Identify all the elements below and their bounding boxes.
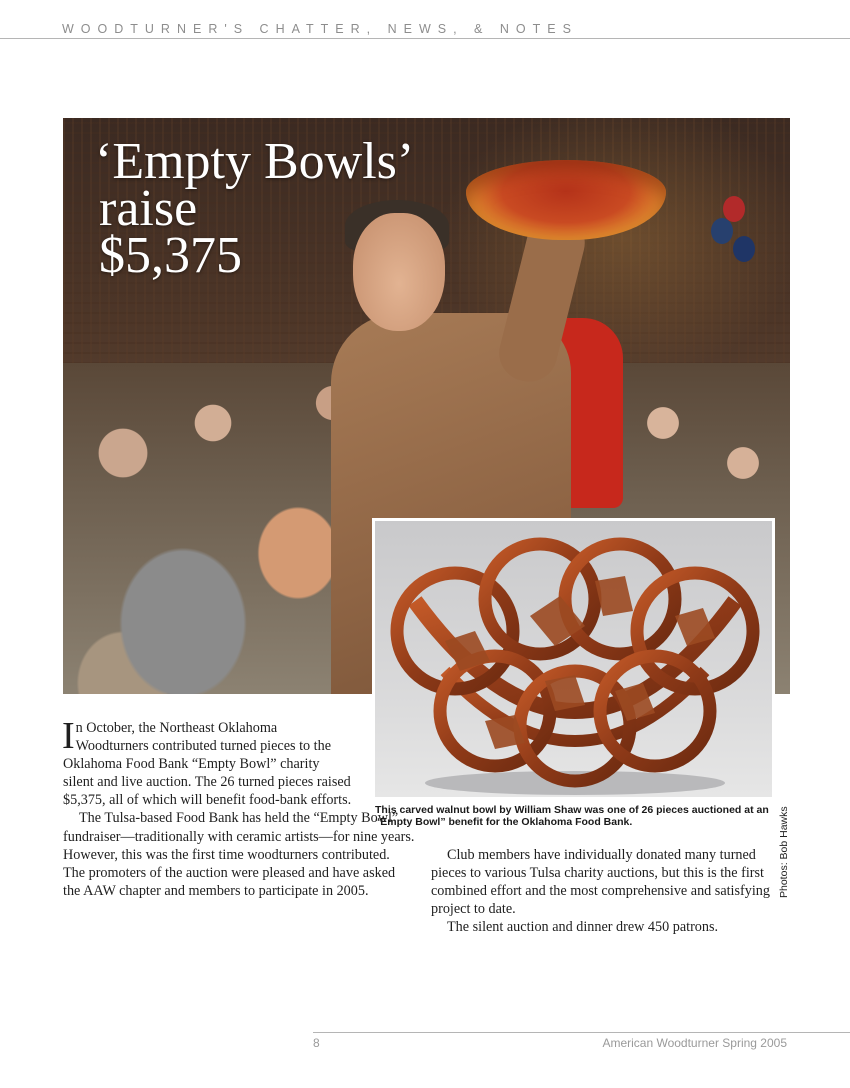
article-paragraph-1-text: n October, the Northeast Oklahoma Woodturners contributed turned pieces to the Oklahoma Food Bank “Empty Bowl” charity silent and live auction. The 26 turned pieces raised $5,375, all of which will benefit food-bank efforts. bbox=[63, 720, 352, 809]
article-paragraph-3: Club members have individually donated many turned pieces to various Tulsa charity auctions, but this is the first combined effort and the most comprehensive and satisfying project to date. bbox=[431, 847, 770, 918]
walnut-bowl-photo bbox=[372, 518, 775, 800]
photo-credit bbox=[778, 802, 792, 898]
headline-line-2: raise bbox=[99, 180, 198, 237]
narrow-block bbox=[62, 715, 353, 809]
walnut-bowl-illustration bbox=[375, 521, 772, 797]
article-column-left bbox=[62, 715, 415, 900]
photo-caption: This carved walnut bowl by William Shaw was one of 26 pieces auctioned at an “Empty Bowl” benefit for the Oklahoma Food Bank. bbox=[375, 804, 769, 828]
headline-line-3: $5,375 bbox=[99, 227, 242, 284]
header-divider bbox=[0, 38, 850, 39]
article-paragraph-1 bbox=[62, 715, 415, 809]
headline bbox=[95, 133, 415, 284]
footer-divider bbox=[313, 1032, 850, 1033]
drop-cap: I bbox=[62, 715, 75, 757]
section-header: WOODTURNER'S CHATTER, NEWS, & NOTES bbox=[62, 22, 578, 36]
photo-credit-text: Photos: Bob Hawks bbox=[778, 806, 790, 898]
raised-bowl bbox=[466, 160, 666, 240]
article-column-right bbox=[431, 846, 776, 936]
article-paragraph-2: The Tulsa-based Food Bank has held the “Empty Bowl” fundraiser—traditionally with ceramic artists—for nine years. However, this was the first time woodturners contributed. The promoters of the auction were pleased and have asked the AAW chapter and members to participate in 2005. bbox=[63, 810, 415, 899]
balloon-decoration bbox=[733, 236, 755, 262]
page-number: 8 bbox=[313, 1036, 320, 1050]
footer-publication: American Woodturner Spring 2005 bbox=[602, 1036, 787, 1050]
balloon-decoration bbox=[711, 218, 733, 244]
headline-line-1: ‘Empty Bowls’ bbox=[95, 133, 415, 190]
article-paragraph-4: The silent auction and dinner drew 450 patrons. bbox=[447, 919, 719, 936]
